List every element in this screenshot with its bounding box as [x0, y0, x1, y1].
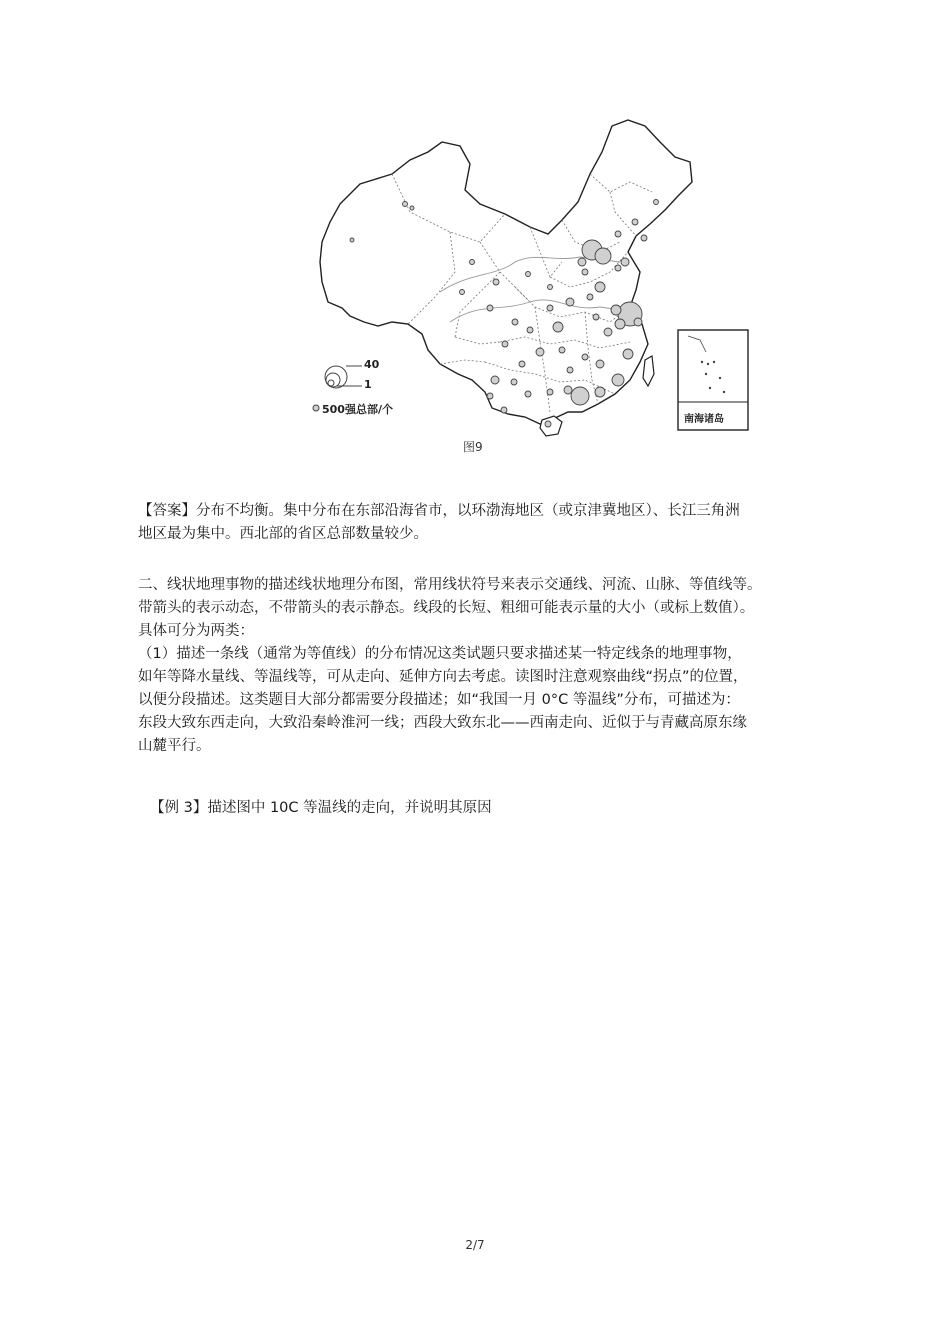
section-2-line: 二、线状地理事物的描述线状地理分布图，常用线状符号来表示交通线、河流、山脉、等值线等。	[138, 577, 762, 593]
legend-unit-label: 500强总部/个	[322, 403, 393, 416]
legend-max-label: 40	[364, 358, 380, 371]
china-outline	[320, 120, 692, 424]
page-number: 2/7	[465, 1238, 485, 1252]
hainan-island	[540, 416, 562, 436]
hq-circle-tianjin	[595, 248, 611, 264]
legend-min-label: 1	[364, 378, 372, 391]
example-3-text: 【例 3】描述图中 10C 等温线的走向，并说明其原因	[150, 800, 492, 816]
hq-circle-guangzhou	[571, 387, 589, 405]
section-2-line: 具体可分为两类：	[138, 623, 254, 639]
answer-paragraph	[138, 500, 818, 546]
answer-line: 地区最为集中。西北部的省区总部数量较少。	[138, 526, 428, 542]
figure-caption: 图9	[463, 440, 483, 454]
inset-label: 南海诸岛	[684, 414, 724, 425]
section-2-line: 山麓平行。	[138, 738, 211, 754]
china-map-figure	[300, 112, 760, 462]
section-2-line: （1）描述一条线（通常为等值线）的分布情况这类试题只要求描述某一特定线条的地理事物，	[138, 646, 742, 662]
section-2-paragraph	[138, 574, 818, 758]
section-2-line: 如年等降水量线、等温线等，可从走向、延伸方向去考虑。读图时注意观察曲线“拐点”的位置，	[138, 669, 748, 685]
taiwan-island	[643, 356, 654, 386]
section-2-line: 以便分段描述。这类题目大部分都需要分段描述；如“我国一月 0°C 等温线”分布，可描述为：	[138, 692, 740, 708]
answer-line: 【答案】分布不均衡。集中分布在东部沿海省市，以环渤海地区（或京津冀地区）、长江三角洲	[138, 503, 740, 519]
section-2-line: 带箭头的表示动态，不带箭头的表示静态。线段的长短、粗细可能表示量的大小（或标上数值）。	[138, 600, 755, 616]
section-2-line: 东段大致东西走向，大致沿秦岭淮河一线；西段大致东北——西南走向、近似于与青藏高原东缘	[138, 715, 747, 731]
example-3-question	[150, 797, 830, 820]
